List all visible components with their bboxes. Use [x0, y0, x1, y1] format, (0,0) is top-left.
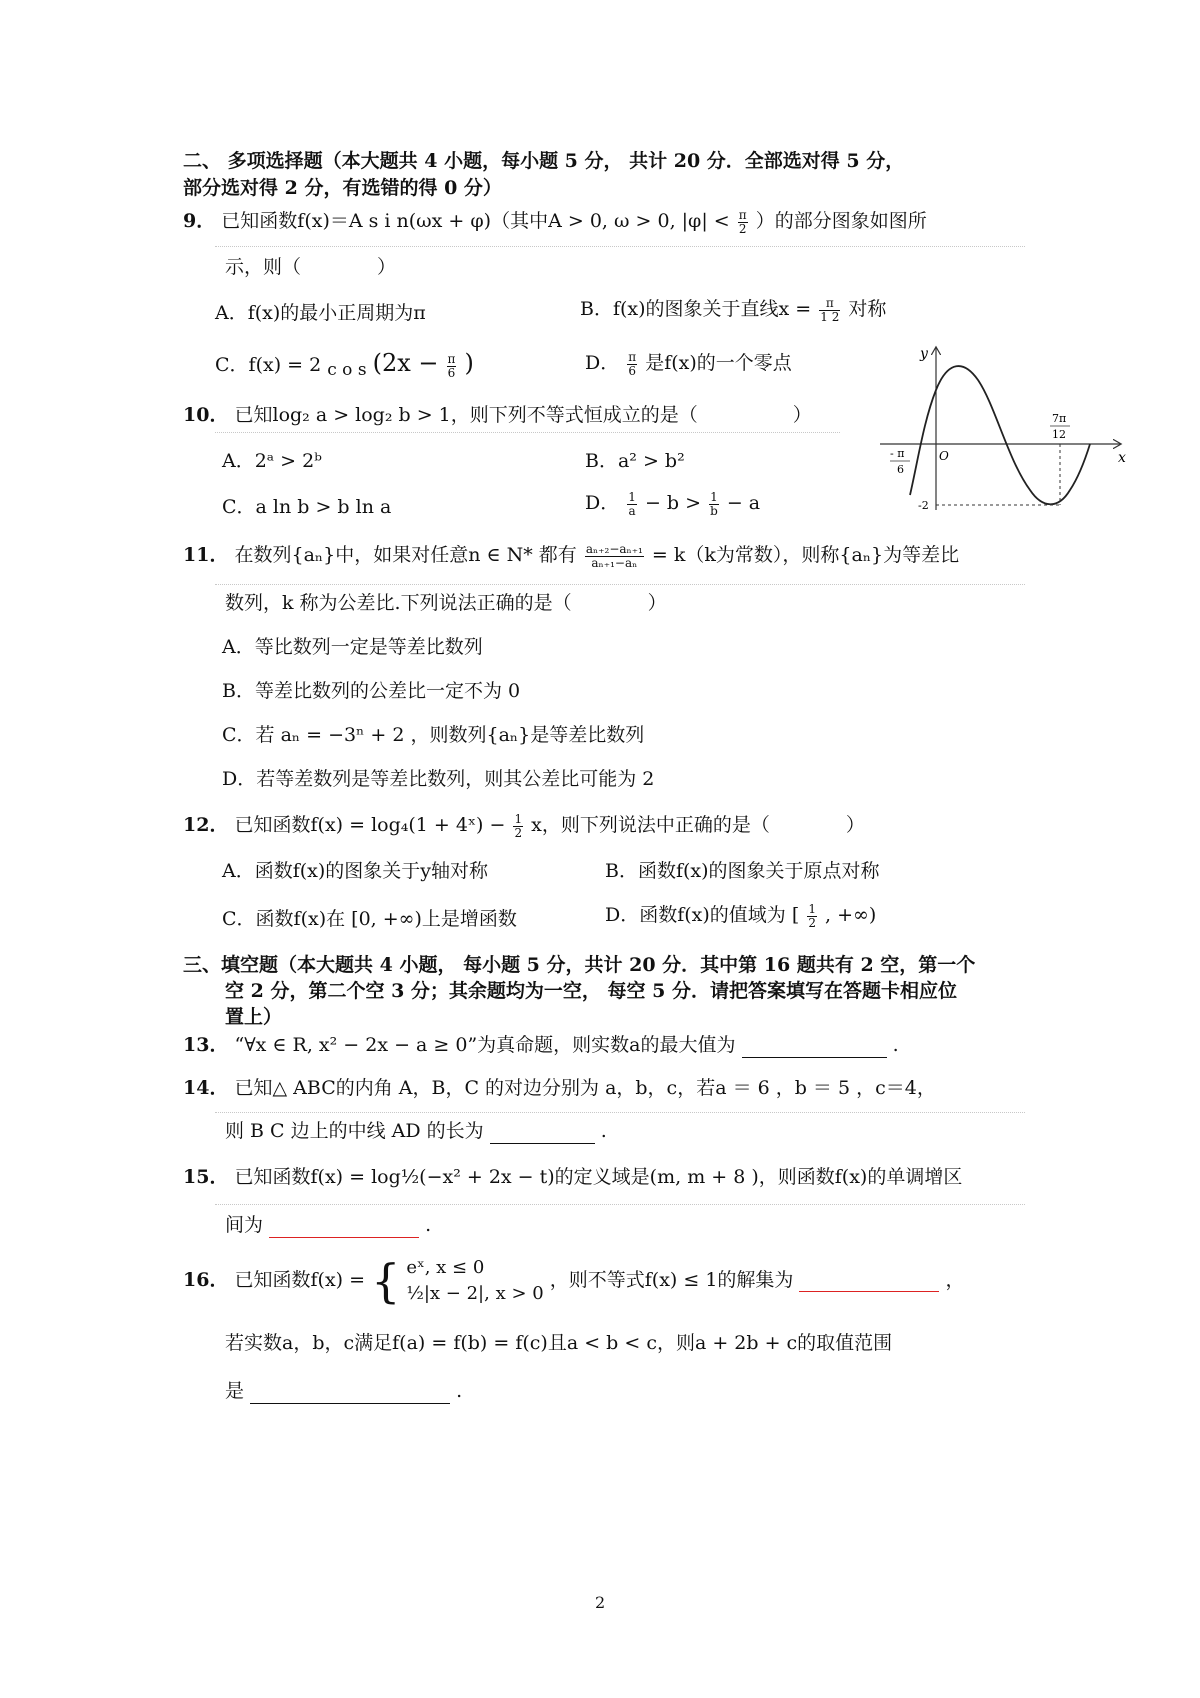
section3-title-line1: 三、填空题（本大题共 4 小题， 每小题 5 分，共计 20 分．其中第 16 题共有 2 空，第一个 — [183, 954, 976, 976]
q9-option-b: B．f(x)的图象关于直线x = $\frac{\pi}{1 2}$ 对称 — [580, 295, 887, 324]
q9-stem-text-end: ）的部分图象如图所 — [755, 210, 927, 232]
q9-option-d: D． $\frac{\pi}{6}$ 是f(x)的一个零点 — [585, 349, 792, 378]
divider — [215, 1112, 1025, 1113]
divider — [215, 584, 1025, 585]
neg-pi-over-6-den: 6 — [897, 463, 904, 476]
q13-answer-blank[interactable] — [742, 1037, 887, 1058]
q11-ratio-fraction: $\frac{\text{aₙ₊₂−aₙ₊₁}}{\text{aₙ₊₁−aₙ}}$ — [585, 541, 643, 570]
q13-number: 13． — [183, 1034, 229, 1056]
q9-option-a: A．f(x)的最小正周期为π — [215, 302, 426, 324]
q12-option-c: C．函数f(x)在 [0, +∞)上是增函数 — [222, 908, 517, 930]
q14-number: 14． — [183, 1077, 229, 1099]
q12-option-d: D．函数f(x)的值域为 [ $\frac{1}{2}$ , +∞) — [605, 901, 877, 930]
neg-pi-over-6-num: - π — [890, 447, 905, 460]
divider — [215, 246, 1025, 247]
q10-option-d: D． $\frac{1}{a}$ − b > $\frac{1}{b}$ − a — [585, 489, 761, 518]
q9-option-c: C．f(x) = 2 c o s (2x − $\frac{\pi}{6}$ ) — [215, 349, 474, 380]
q11-stem-line2: 数列，k 称为公差比.下列说法正确的是（ ） — [225, 592, 667, 614]
seven-pi-over-12-den: 12 — [1052, 428, 1066, 441]
q12-stem: 12． 已知函数f(x) = log₄(1 + 4ˣ) − $\frac{1}{2}$ x，则下列说法中正确的是（ ） — [183, 811, 865, 840]
divider — [215, 1204, 1025, 1205]
q12-option-b: B．函数f(x)的图象关于原点对称 — [605, 860, 880, 882]
q10-stem: 10． 已知log₂ a > log₂ b > 1，则下列不等式恒成立的是（ ） — [183, 404, 812, 426]
q16-stem-line2: 若实数a，b，c满足f(a) = f(b) = f(c)且a < b < c，则a + 2b + c的取值范围 — [225, 1332, 893, 1354]
q16-answer-blank-2[interactable] — [250, 1383, 450, 1404]
q10-number: 10． — [183, 404, 229, 426]
q16-answer-blank-1[interactable] — [799, 1271, 939, 1292]
q11-stem: 11． 在数列{aₙ}中，如果对任意n ∈ N* 都有 $\frac{\text{aₙ₊₂−aₙ₊₁}}{\text{aₙ₊₁−aₙ}}$ = k（k为常数），则称{aₙ}为等差比 — [183, 541, 960, 570]
divider — [215, 432, 840, 433]
q11-number: 11． — [183, 544, 229, 566]
q16-stem: 16． 已知函数f(x) = { eˣ, x ≤ 0 ½|x − 2|, x > 0 ，则不等式f(x) ≤ 1的解集为 ， — [183, 1254, 965, 1308]
section2-title-line1: 二、 多项选择题（本大题共 4 小题，每小题 5 分， 共计 20 分．全部选对得 5 分， — [183, 150, 905, 172]
sine-graph-figure — [880, 340, 1130, 520]
minus-two-label: -2 — [918, 499, 929, 512]
q15-number: 15． — [183, 1166, 229, 1188]
q9-stem-text: 已知函数f(x)＝A s i n(ωx + φ)（其中A > 0, ω > 0, |φ| < — [221, 210, 730, 232]
section3-title-line3: 置上） — [225, 1006, 283, 1028]
y-axis-label: y — [920, 346, 928, 362]
q14-answer-blank[interactable] — [490, 1123, 595, 1144]
section3-title-line2: 空 2 分，第二个空 3 分；其余题均为一空， 每空 5 分．请把答案填写在答题卡相应位 — [225, 980, 957, 1002]
q14-stem: 14． 已知△ ABC的内角 A，B，C 的对边分别为 a，b，c，若a ＝ 6 ，b ＝ 5 ，c＝4， — [183, 1077, 936, 1099]
q9-stem-line2: 示，则（ ） — [225, 256, 397, 278]
section2-title-line2: 部分选对得 2 分，有选错的得 0 分） — [183, 177, 502, 199]
q10-option-b: B．a² > b² — [585, 450, 685, 472]
seven-pi-over-12-num: 7π — [1052, 412, 1067, 425]
q11-option-d: D．若等差数列是等差比数列，则其公差比可能为 2 — [222, 768, 655, 790]
q15-stem: 15． 已知函数f(x) = log½(−x² + 2x − t)的定义域是(m, m + 8 )，则函数f(x)的单调增区 — [183, 1166, 963, 1188]
q16-stem-line3: 是 . — [225, 1380, 463, 1402]
x-axis-label: x — [1118, 450, 1126, 466]
q9-pi-over-2: $\frac{\pi}{2}$ — [738, 207, 747, 236]
q9-number: 9． — [183, 210, 216, 232]
origin-label: O — [939, 449, 949, 463]
q15-answer-blank[interactable] — [269, 1217, 419, 1238]
q11-option-c: C．若 aₙ = −3ⁿ + 2 ，则数列{aₙ}是等差比数列 — [222, 724, 645, 746]
q9-stem — [183, 208, 927, 236]
q15-stem-line2: 间为 . — [225, 1214, 432, 1236]
q10-option-c: C．a ln b > b ln a — [222, 496, 392, 518]
piecewise-brace: { — [371, 1254, 401, 1308]
piecewise-cases: eˣ, x ≤ 0 ½|x − 2|, x > 0 — [406, 1257, 544, 1304]
q14-stem-line2: 则 B C 边上的中线 AD 的长为 . — [225, 1120, 607, 1142]
q16-number: 16． — [183, 1269, 229, 1291]
q13-stem: 13． “∀x ∈ R, x² − 2x − a ≥ 0”为真命题，则实数a的最大值为 . — [183, 1034, 899, 1056]
q12-number: 12． — [183, 814, 229, 836]
q12-option-a: A．函数f(x)的图象关于y轴对称 — [222, 860, 489, 882]
q10-option-a: A．2ᵃ > 2ᵇ — [222, 450, 322, 472]
page-number: 2 — [595, 1593, 606, 1612]
q11-option-b: B．等差比数列的公差比一定不为 0 — [222, 680, 521, 702]
q11-option-a: A．等比数列一定是等差比数列 — [222, 636, 483, 658]
